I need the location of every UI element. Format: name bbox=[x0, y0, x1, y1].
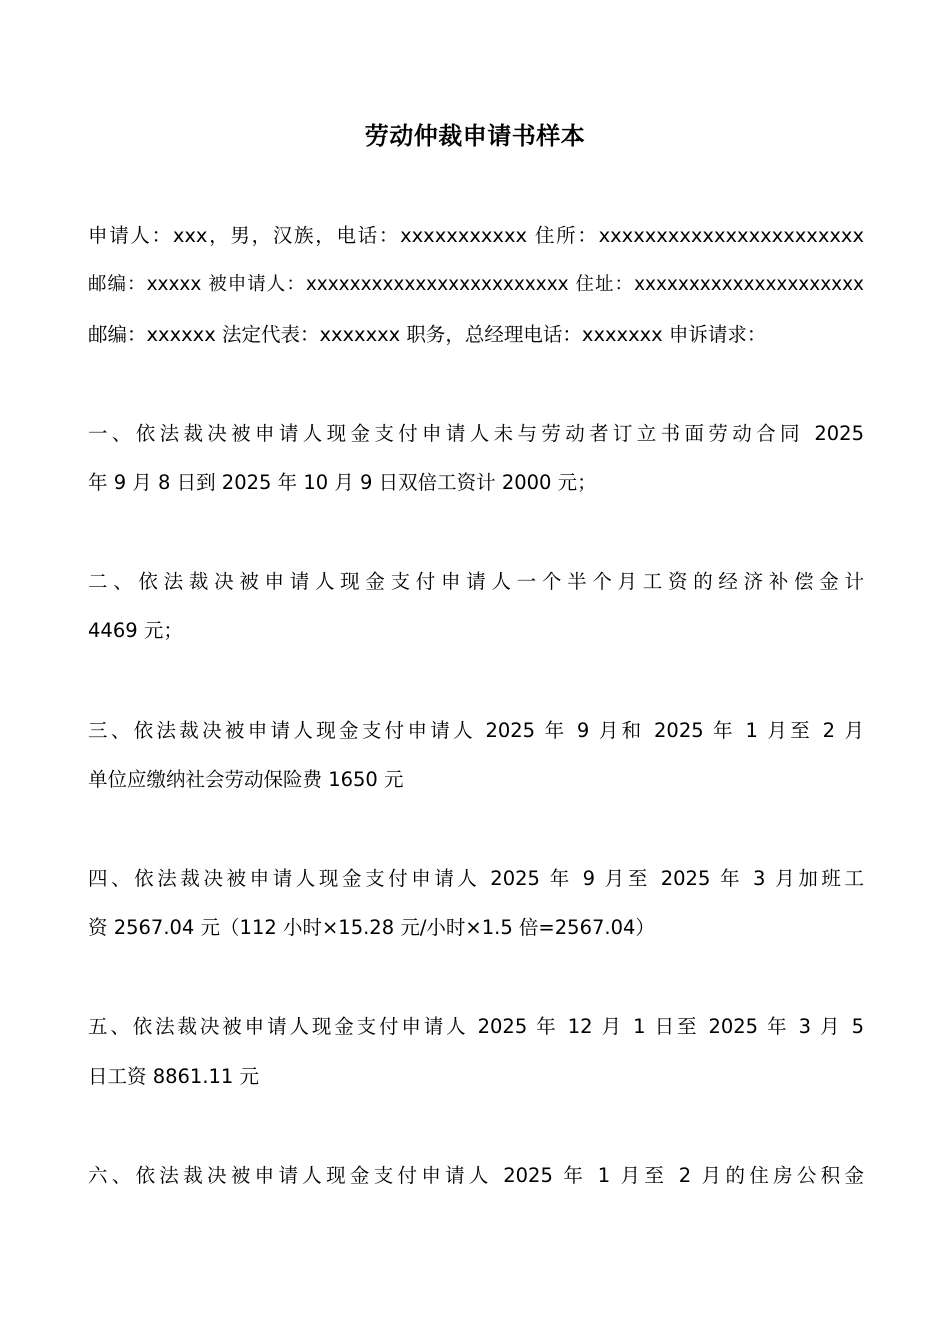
document-title: 劳动仲裁申请书样本 bbox=[364, 122, 586, 150]
claim-line: 五、依法裁决被申请人现金支付申请人 2025 年 12 月 1 日至 2025 年 3 月 5 bbox=[88, 1015, 864, 1038]
claim-line: 4469 元； bbox=[88, 619, 183, 642]
claim-line: 一、依法裁决被申请人现金支付申请人未与劳动者订立书面劳动合同 2025 bbox=[88, 422, 864, 445]
parties-line: 申请人：xxx，男，汉族，电话：xxxxxxxxxxx 住所：xxxxxxxxxxxxxxxxxxxxxxx bbox=[88, 224, 864, 247]
claim-line: 三、依法裁决被申请人现金支付申请人 2025 年 9 月和 2025 年 1 月至 2 月 bbox=[88, 719, 864, 742]
claim-line: 二、依法裁决被申请人现金支付申请人一个半个月工资的经济补偿金计 bbox=[88, 570, 864, 593]
claim-line: 六、依法裁决被申请人现金支付申请人 2025 年 1 月至 2 月的住房公积金 bbox=[88, 1164, 864, 1187]
parties-line: 邮编：xxxxxx 法定代表：xxxxxxx 职务，总经理电话：xxxxxxx 申诉请求： bbox=[88, 323, 767, 346]
claim-line: 资 2567.04 元（112 小时×15.28 元/小时×1.5 倍=2567.04） bbox=[88, 916, 655, 939]
parties-line: 邮编：xxxxx 被申请人：xxxxxxxxxxxxxxxxxxxxxxxx 住址：xxxxxxxxxxxxxxxxxxxxx bbox=[88, 274, 864, 295]
claim-line: 四、依法裁决被申请人现金支付申请人 2025 年 9 月至 2025 年 3 月加班工 bbox=[88, 867, 864, 890]
claim-line: 单位应缴纳社会劳动保险费 1650 元 bbox=[88, 768, 404, 791]
claim-line: 日工资 8861.11 元 bbox=[88, 1065, 260, 1088]
claim-line: 年 9 月 8 日到 2025 年 10 月 9 日双倍工资计 2000 元； bbox=[88, 471, 597, 494]
